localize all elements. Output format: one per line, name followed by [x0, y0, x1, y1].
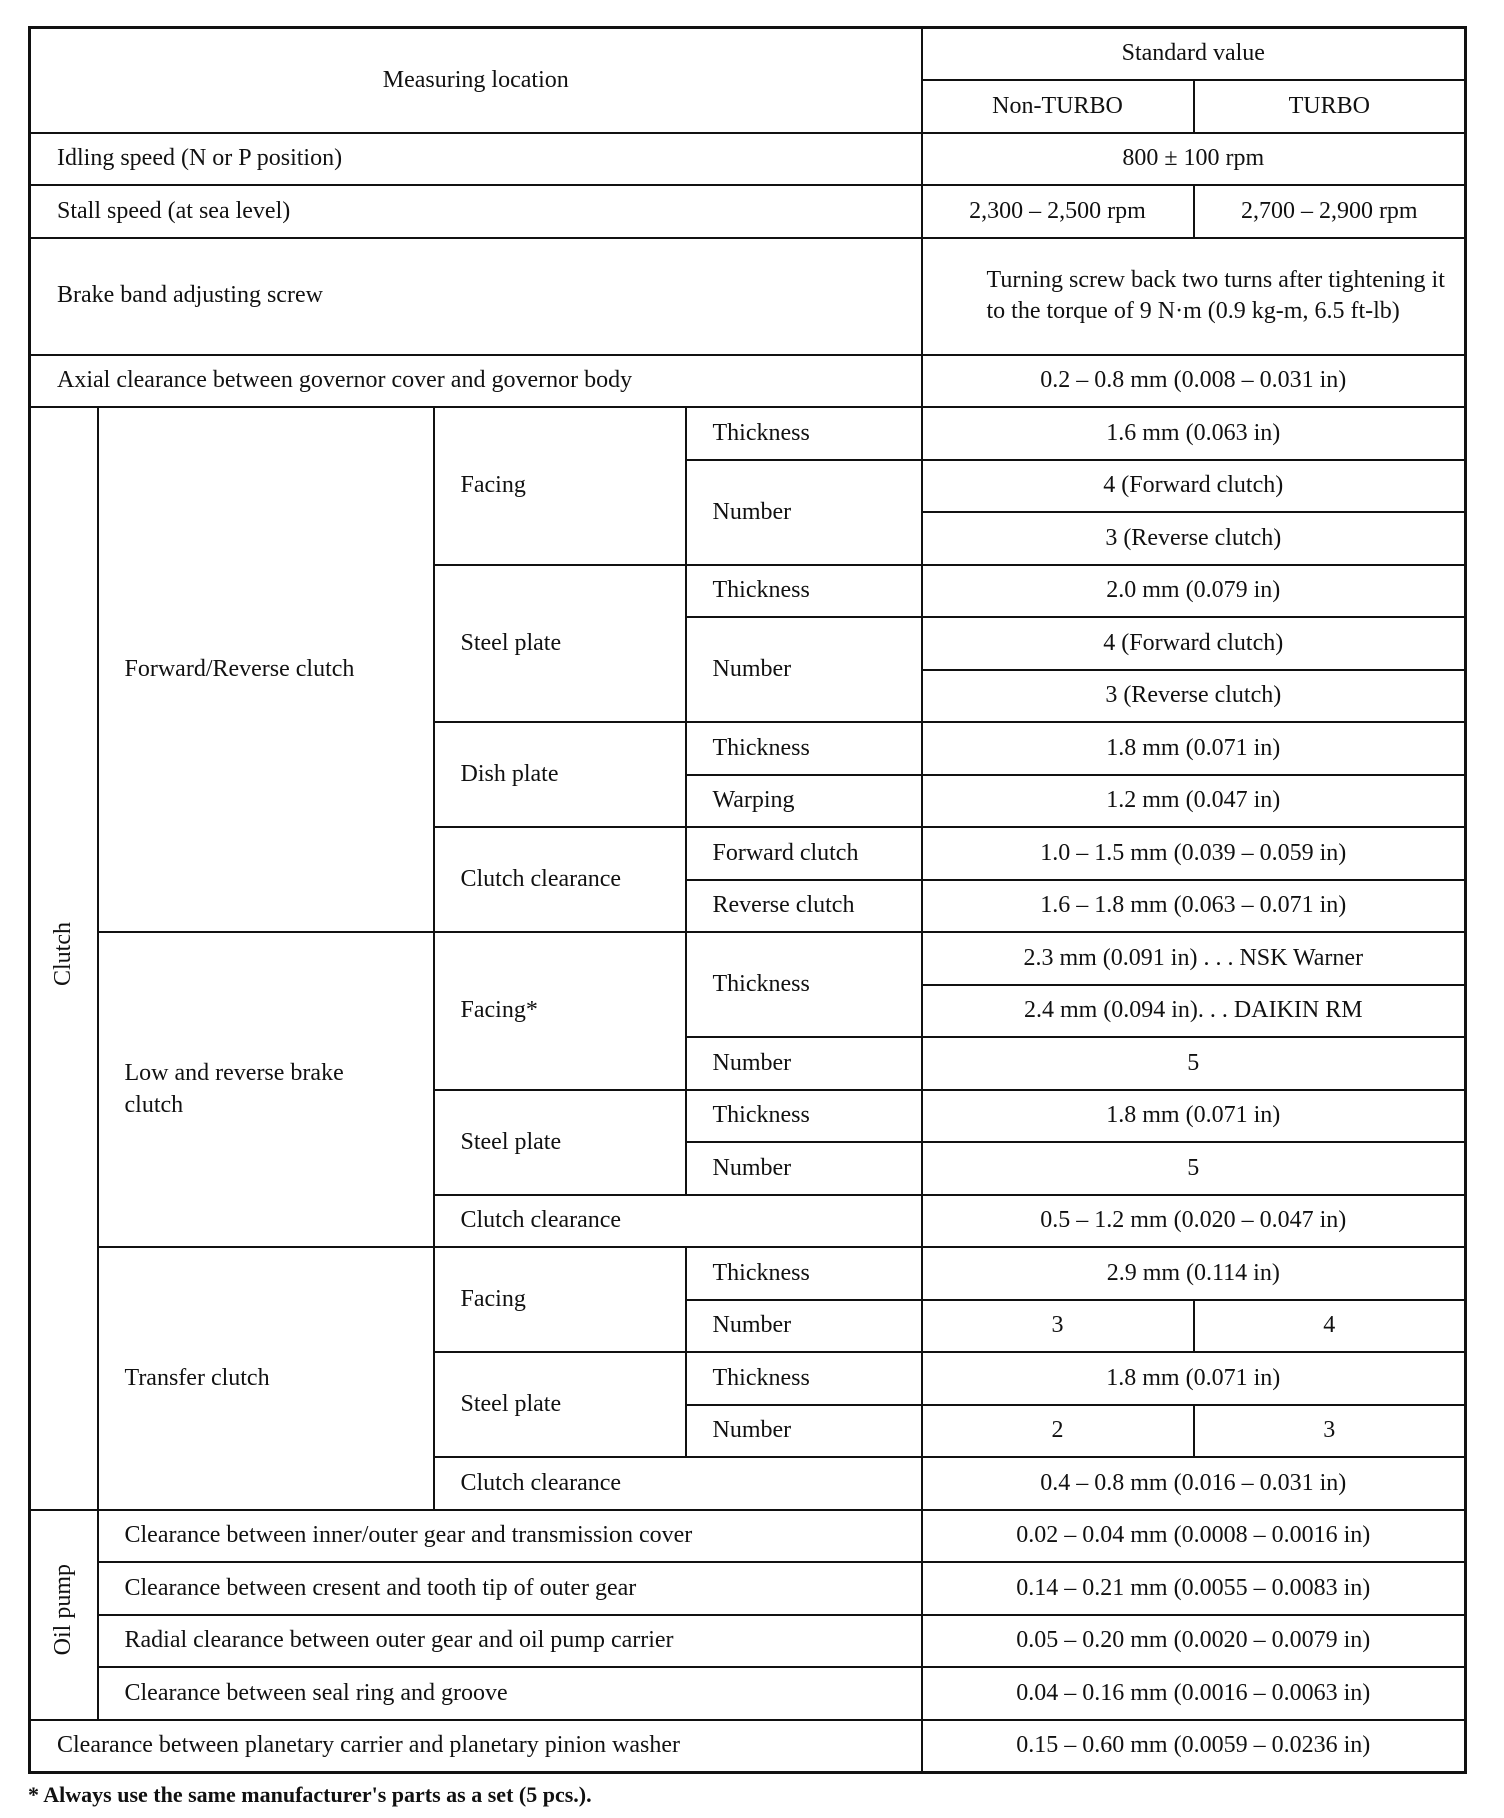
tr-steel-number-non-turbo: 2: [922, 1405, 1194, 1458]
oil-pump-row-value: 0.04 – 0.16 mm (0.0016 – 0.0063 in): [922, 1667, 1466, 1720]
standard-value-header: Standard value: [922, 28, 1466, 81]
tr-steel-label: Steel plate: [434, 1352, 686, 1457]
oil-pump-row-label: Clearance between cresent and tooth tip of outer gear: [98, 1562, 922, 1615]
fr-steel-number-label: Number: [686, 617, 922, 722]
oil-pump-row-value: 0.14 – 0.21 mm (0.0055 – 0.0083 in): [922, 1562, 1466, 1615]
fr-steel-thickness-label: Thickness: [686, 565, 922, 618]
fr-facing-number-label: Number: [686, 460, 922, 565]
fr-facing-thickness-label: Thickness: [686, 407, 922, 460]
clutch-group-label: [30, 407, 98, 1510]
tr-facing-number-turbo: 4: [1194, 1300, 1466, 1353]
tr-steel-number-label: Number: [686, 1405, 922, 1458]
oil-pump-row-label: Clearance between seal ring and groove: [98, 1667, 922, 1720]
tr-facing-number-non-turbo: 3: [922, 1300, 1194, 1353]
fr-steel-thickness: 2.0 mm (0.079 in): [922, 565, 1466, 618]
lr-facing-number: 5: [922, 1037, 1466, 1090]
table-row: [30, 1247, 1466, 1300]
table-row: [30, 932, 1466, 985]
table-row: [30, 355, 1466, 408]
table-row: [30, 238, 1466, 355]
table-row: [30, 1667, 1466, 1720]
non-turbo-header: Non-TURBO: [922, 80, 1194, 133]
oil-pump-row-label: Clearance between inner/outer gear and transmission cover: [98, 1510, 922, 1563]
fr-facing-thickness: 1.6 mm (0.063 in): [922, 407, 1466, 460]
tr-facing-number-label: Number: [686, 1300, 922, 1353]
turbo-header: TURBO: [1194, 80, 1466, 133]
tr-facing-thickness-label: Thickness: [686, 1247, 922, 1300]
footnote: * Always use the same manufacturer's parts as a set (5 pcs.).: [28, 1782, 592, 1807]
measuring-location-header: Measuring location: [30, 28, 922, 133]
oil-pump-label-text: Oil pump: [50, 1564, 77, 1656]
table-row: [30, 1510, 1466, 1563]
table-row: [30, 1720, 1466, 1773]
clutch-label-text: Clutch: [50, 921, 77, 986]
lr-facing-number-label: Number: [686, 1037, 922, 1090]
fr-facing-number-reverse: 3 (Reverse clutch): [922, 512, 1466, 565]
brake-band-label: Brake band adjusting screw: [30, 238, 922, 355]
table-row: [30, 133, 1466, 186]
lr-steel-number-label: Number: [686, 1142, 922, 1195]
oil-pump-group-label: [30, 1510, 98, 1720]
fr-clearance-reverse-label: Reverse clutch: [686, 880, 922, 933]
tr-steel-thickness-label: Thickness: [686, 1352, 922, 1405]
lr-facing-label: Facing*: [434, 932, 686, 1090]
lr-clutch-label: Low and reverse brake clutch: [98, 932, 434, 1247]
fr-clearance-reverse: 1.6 – 1.8 mm (0.063 – 0.071 in): [922, 880, 1466, 933]
fr-facing-label: Facing: [434, 407, 686, 565]
table-row: [30, 1562, 1466, 1615]
fr-steel-number-reverse: 3 (Reverse clutch): [922, 670, 1466, 723]
fr-dish-thickness-label: Thickness: [686, 722, 922, 775]
brake-band-value: Turning screw back two turns after tightening it to the torque of 9 N·m (0.9 kg-m, 6.5 ft-lb): [922, 238, 1466, 355]
oil-pump-row-label: Radial clearance between outer gear and oil pump carrier: [98, 1615, 922, 1668]
fr-steel-number-forward: 4 (Forward clutch): [922, 617, 1466, 670]
tr-steel-number-turbo: 3: [1194, 1405, 1466, 1458]
header-row: [30, 28, 1466, 81]
tr-facing-thickness: 2.9 mm (0.114 in): [922, 1247, 1466, 1300]
fr-clearance-label: Clutch clearance: [434, 827, 686, 932]
table-row: [30, 407, 1466, 460]
fr-dish-warping-label: Warping: [686, 775, 922, 828]
planetary-value: 0.15 – 0.60 mm (0.0059 – 0.0236 in): [922, 1720, 1466, 1773]
spec-table: [28, 26, 1467, 1774]
axial-label: Axial clearance between governor cover and governor body: [30, 355, 922, 408]
tr-clearance-value: 0.4 – 0.8 mm (0.016 – 0.031 in): [922, 1457, 1466, 1510]
stall-turbo: 2,700 – 2,900 rpm: [1194, 185, 1466, 238]
oil-pump-row-value: 0.02 – 0.04 mm (0.0008 – 0.0016 in): [922, 1510, 1466, 1563]
fr-steel-label: Steel plate: [434, 565, 686, 723]
axial-value: 0.2 – 0.8 mm (0.008 – 0.031 in): [922, 355, 1466, 408]
table-row: [30, 1615, 1466, 1668]
stall-label: Stall speed (at sea level): [30, 185, 922, 238]
tr-clutch-label: Transfer clutch: [98, 1247, 434, 1510]
fr-clearance-forward-label: Forward clutch: [686, 827, 922, 880]
fr-dish-label: Dish plate: [434, 722, 686, 827]
lr-clearance-label: Clutch clearance: [434, 1195, 922, 1248]
lr-clearance-value: 0.5 – 1.2 mm (0.020 – 0.047 in): [922, 1195, 1466, 1248]
tr-clearance-label: Clutch clearance: [434, 1457, 922, 1510]
table-row: [30, 185, 1466, 238]
fr-facing-number-forward: 4 (Forward clutch): [922, 460, 1466, 513]
planetary-label: Clearance between planetary carrier and planetary pinion washer: [30, 1720, 922, 1773]
fr-dish-warping: 1.2 mm (0.047 in): [922, 775, 1466, 828]
fr-dish-thickness: 1.8 mm (0.071 in): [922, 722, 1466, 775]
tr-steel-thickness: 1.8 mm (0.071 in): [922, 1352, 1466, 1405]
fr-clutch-label: Forward/Reverse clutch: [98, 407, 434, 932]
lr-facing-thickness-daikin: 2.4 mm (0.094 in). . . DAIKIN RM: [922, 985, 1466, 1038]
tr-facing-label: Facing: [434, 1247, 686, 1352]
stall-non-turbo: 2,300 – 2,500 rpm: [922, 185, 1194, 238]
idling-label: Idling speed (N or P position): [30, 133, 922, 186]
lr-facing-thickness-label: Thickness: [686, 932, 922, 1037]
idling-value: 800 ± 100 rpm: [922, 133, 1466, 186]
lr-steel-label: Steel plate: [434, 1090, 686, 1195]
lr-steel-number: 5: [922, 1142, 1466, 1195]
fr-clearance-forward: 1.0 – 1.5 mm (0.039 – 0.059 in): [922, 827, 1466, 880]
oil-pump-row-value: 0.05 – 0.20 mm (0.0020 – 0.0079 in): [922, 1615, 1466, 1668]
lr-steel-thickness-label: Thickness: [686, 1090, 922, 1143]
lr-steel-thickness: 1.8 mm (0.071 in): [922, 1090, 1466, 1143]
lr-facing-thickness-nsk: 2.3 mm (0.091 in) . . . NSK Warner: [922, 932, 1466, 985]
